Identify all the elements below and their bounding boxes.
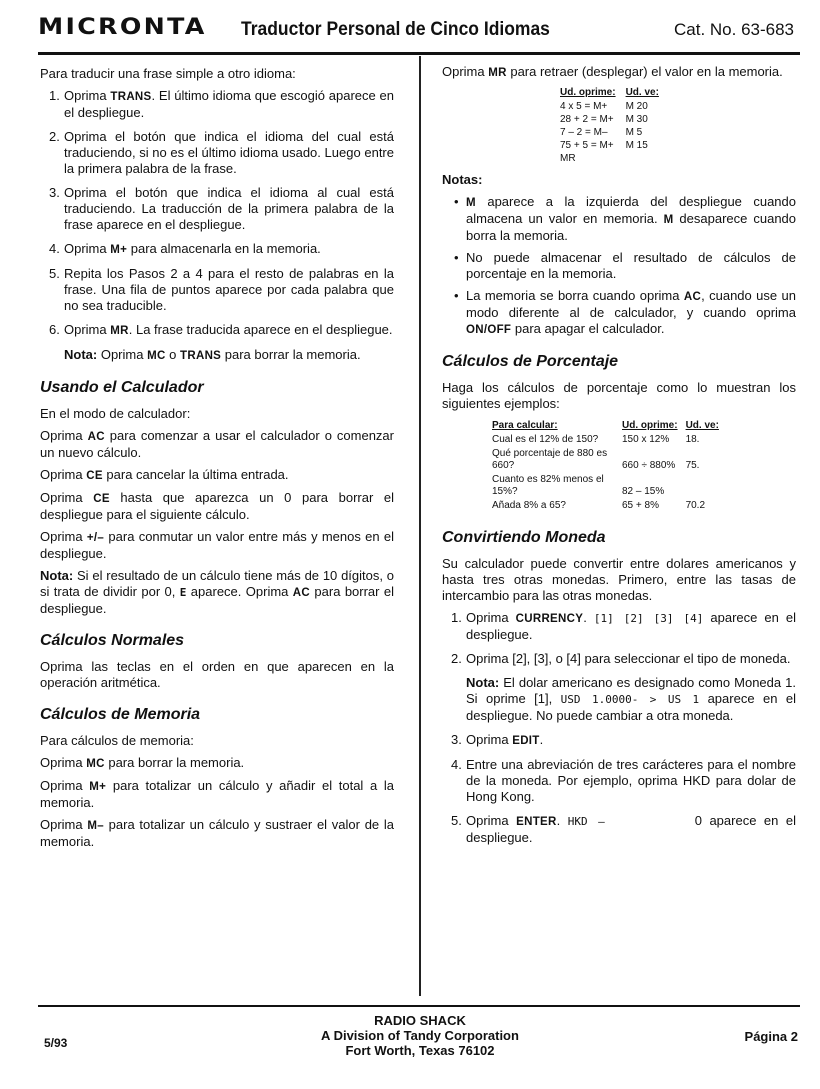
column-header: Ud. oprime: — [560, 87, 616, 98]
ce-paragraph — [40, 467, 394, 484]
table-cell: Cuanto es 82% menos el 15%? — [492, 474, 604, 497]
list-item — [442, 732, 796, 749]
table-row — [560, 140, 669, 153]
text: hasta que aparezca un 0 para borrar el despliegue para el siguiente cálculo. — [40, 490, 394, 522]
key-label: CE — [93, 493, 110, 505]
key-label: M+ — [89, 781, 107, 793]
table-cell: 82 – 15% — [622, 486, 665, 497]
error-symbol: E — [179, 586, 187, 599]
currency-steps-continued — [442, 732, 796, 846]
percentage-example-table — [492, 420, 727, 514]
text: No puede almacenar el resultado de cálculos de porcentaje en la memoria. — [466, 250, 796, 281]
step-text: Oprima — [64, 322, 111, 337]
table-row — [492, 474, 727, 500]
table-cell: 28 + 2 = M+ — [560, 114, 614, 125]
text: La memoria se borra cuando oprima — [466, 288, 684, 303]
table-row — [560, 153, 669, 166]
list-item — [40, 266, 394, 314]
table-row — [492, 434, 727, 448]
text: . — [539, 732, 544, 747]
text: aparece a la izquierda del despliegue cuando almacena un valor en memoria. — [466, 194, 796, 226]
table-cell: Cual es el 12% de 150? — [492, 434, 599, 445]
text: para borrar la memoria. — [104, 755, 245, 770]
text: para apagar el calculador. — [511, 321, 665, 336]
text: Oprima — [466, 813, 517, 828]
text: aparece en el despliegue. — [466, 610, 796, 642]
step-number: 2. — [49, 129, 60, 144]
step-text: Oprima el botón que indica el idioma del cual está traduciendo, si no es el último idioma usado. Luego entre la primera palabra de la frase. — [64, 129, 394, 176]
note-clear-memory — [64, 347, 394, 364]
step-number: 1. — [49, 88, 60, 103]
mc-paragraph — [40, 755, 394, 772]
text: Oprima — [40, 490, 94, 505]
list-item — [442, 651, 796, 667]
table-cell: 660 ÷ 880% — [622, 460, 676, 471]
text: Oprima — [40, 529, 87, 544]
footer-date: 5/93 — [44, 1036, 68, 1050]
text: 0 aparece en el despliegue. — [466, 813, 796, 845]
key-label: M+ — [110, 244, 128, 256]
text: Oprima [2], [3], o [4] para seleccionar el tipo de moneda. — [466, 651, 791, 666]
key-label: CURRENCY — [515, 613, 584, 625]
key-label: TRANS — [180, 350, 222, 362]
key-label: ON/OFF — [466, 324, 512, 336]
note-text: aparece en el despliegue. No puede cambiar a otra moneda. — [466, 691, 796, 723]
currency-steps — [442, 610, 796, 667]
section-heading-percentage: Cálculos de Porcentaje — [442, 353, 619, 370]
section-heading-currency: Convirtiendo Moneda — [442, 529, 606, 546]
company-name: RADIO SHACK — [374, 1013, 466, 1028]
table-row — [492, 448, 727, 474]
table-cell: M 15 — [625, 140, 648, 151]
key-label: +/– — [86, 532, 105, 544]
text: Oprima — [40, 778, 90, 793]
list-item — [442, 813, 796, 846]
notes-heading: Notas: — [442, 172, 483, 187]
key-label: AC — [292, 587, 311, 599]
list-item — [40, 88, 394, 121]
key-label: MR — [110, 325, 129, 337]
key-label: MR — [488, 67, 507, 79]
step-text: Oprima el botón que indica el idioma al cual está traduciendo. La traducción de la primera palabra de la frase aparece en el despliegue. — [64, 185, 394, 232]
text: Oprima — [40, 428, 88, 443]
text: para totalizar un cálculo y añadir el total a la memoria. — [40, 778, 395, 810]
percentage-intro: Haga los cálculos de porcentaje como lo muestran los siguientes ejemplos: — [442, 380, 796, 411]
key-label: AC — [683, 291, 702, 303]
note-error — [40, 568, 394, 617]
list-item — [454, 250, 796, 282]
list-item — [40, 129, 394, 177]
footer-company — [270, 1013, 570, 1058]
key-label: CE — [86, 470, 103, 482]
step-number: 3. — [49, 185, 60, 200]
memory-intro: Para cálculos de memoria: — [40, 733, 194, 748]
key-label: MC — [86, 758, 105, 770]
table-cell: 18. — [685, 434, 700, 445]
text: Oprima — [466, 732, 513, 747]
table-cell — [686, 474, 727, 500]
text: Oprima — [442, 64, 489, 79]
table-cell: Qué porcentaje de 880 es 660? — [492, 448, 608, 471]
text: . — [556, 813, 568, 828]
key-label: M — [466, 197, 476, 209]
page-number: Página 2 — [744, 1029, 798, 1044]
list-item — [40, 185, 394, 233]
mr-paragraph — [442, 64, 796, 81]
currency-intro: Su calculador puede convertir entre dolares americanos y hasta tres otras monedas. Primero, entre las tasas de intercambio para las otras monedas. — [442, 556, 796, 603]
text: desaparece cuando borra la memoria. — [466, 211, 797, 243]
display-code: USD 1.0000- > US 1 — [560, 693, 700, 706]
display-code: HKD – — [567, 815, 605, 828]
table-cell: 75. — [685, 460, 700, 471]
column-header: Para calcular: — [492, 420, 558, 431]
note-label: Nota: — [40, 568, 74, 583]
text: Oprima — [40, 467, 87, 482]
note-text: Si el resultado de un cálculo tiene más de 10 dígitos, o si trata de dividir por 0, — [40, 568, 394, 599]
step-number: 3. — [451, 732, 462, 747]
text: . — [583, 610, 594, 625]
step-number: 5. — [49, 266, 60, 281]
step-text: Oprima — [64, 241, 111, 256]
step-text: Oprima — [64, 88, 111, 103]
table-header-row — [560, 87, 669, 101]
text: Entre una abreviación de tres carácteres para el nombre de la moneda. Por ejemplo, oprima HKD para dolar de Hong Kong. — [466, 757, 796, 804]
company-address: Fort Worth, Texas 76102 — [345, 1043, 495, 1058]
table-cell: 150 x 12% — [622, 434, 670, 445]
note-label: Nota: — [466, 675, 500, 690]
table-cell: Añada 8% a 65? — [492, 500, 566, 511]
mminus-paragraph — [40, 817, 394, 850]
ac-paragraph — [40, 428, 394, 461]
step-text: . La frase traducida aparece en el despliegue. — [128, 322, 393, 337]
text: para totalizar un cálculo y sustraer el valor de la memoria. — [40, 817, 395, 849]
note-text: o — [165, 347, 181, 362]
display-codes: [1] [2] [3] [4] — [593, 612, 704, 625]
table-cell: 75 + 5 = M+ — [560, 140, 614, 151]
header-rule — [38, 52, 800, 55]
key-label: M — [663, 214, 674, 226]
step-number: 5. — [451, 813, 462, 828]
table-cell: 7 – 2 = M– — [560, 127, 608, 138]
table-row — [560, 114, 669, 127]
table-cell: 65 + 8% — [622, 500, 659, 511]
text: , cuando use un modo diferente al de calculador, y cuando oprima — [466, 288, 796, 320]
list-item — [442, 757, 796, 805]
left-column — [40, 66, 394, 856]
page-header — [38, 15, 798, 48]
key-label: ENTER — [516, 816, 557, 828]
table-cell: MR — [560, 153, 576, 164]
calc-mode-text: En el modo de calculador: — [40, 406, 191, 421]
list-item — [40, 241, 394, 258]
step-number: 4. — [451, 757, 462, 772]
right-column — [442, 66, 796, 854]
text: para retraer (desplegar) el valor en la memoria. — [506, 64, 783, 79]
column-divider — [419, 56, 421, 996]
key-label: MC — [147, 350, 166, 362]
ce-clear-paragraph — [40, 490, 394, 523]
table-cell — [626, 153, 669, 166]
step-number: 6. — [49, 322, 60, 337]
text: Oprima — [40, 817, 88, 832]
note-text: para borrar la memoria. — [221, 347, 361, 362]
step-text: . El último idioma que escogió aparece en el despliegue. — [64, 88, 394, 120]
list-item — [454, 288, 796, 338]
translate-intro: Para traducir una frase simple a otro idioma: — [40, 66, 296, 81]
note-text: Oprima — [97, 347, 148, 362]
note-text: aparece. Oprima — [186, 584, 293, 599]
section-heading-calculator: Usando el Calculador — [40, 379, 204, 396]
key-label: M– — [87, 820, 104, 832]
column-header: Ud. ve: — [685, 420, 719, 431]
step-number: 2. — [451, 651, 462, 666]
table-cell: 4 x 5 = M+ — [560, 101, 608, 112]
table-cell: M 5 — [625, 127, 643, 138]
column-header: Ud. oprime: — [622, 420, 678, 431]
step-text: Repita los Pasos 2 a 4 para el resto de palabras en la frase. Una fila de puntos aparece por cada palabra que no sea traducible. — [64, 266, 394, 313]
list-item — [40, 322, 394, 339]
section-heading-memory: Cálculos de Memoria — [40, 706, 201, 723]
list-item — [442, 610, 796, 643]
table-row — [560, 101, 669, 114]
table-cell: M 20 — [625, 101, 648, 112]
company-division: A Division of Tandy Corporation — [321, 1028, 519, 1043]
normal-text: Oprima las teclas en el orden en que aparecen en la operación aritmética. — [40, 659, 394, 690]
text: para cancelar la última entrada. — [102, 467, 289, 482]
text: Oprima — [40, 755, 87, 770]
text: Oprima — [466, 610, 516, 625]
document-title: Traductor Personal de Cinco Idiomas — [241, 19, 550, 40]
note-label: Nota: — [64, 347, 98, 362]
table-header-row — [492, 420, 727, 434]
table-cell: 70.2 — [685, 500, 706, 511]
note-text: El dolar americano es designado como Moneda 1. Si oprime [1], — [466, 675, 796, 706]
list-item — [454, 194, 796, 244]
key-label: EDIT — [512, 735, 540, 747]
plus-minus-paragraph — [40, 529, 394, 562]
memory-example-table — [560, 87, 669, 166]
mplus-paragraph — [40, 778, 394, 811]
key-label: AC — [87, 431, 105, 443]
section-heading-normal: Cálculos Normales — [40, 632, 185, 649]
text: para conmutar un valor entre más y menos en el despliegue. — [40, 529, 394, 561]
text: para comenzar a usar el calculador o comenzar un nuevo cálculo. — [40, 428, 394, 460]
footer-rule — [38, 1005, 800, 1007]
catalog-number: Cat. No. 63-683 — [673, 20, 794, 39]
step-number: 4. — [49, 241, 60, 256]
key-label: TRANS — [110, 91, 152, 103]
translate-steps — [40, 88, 394, 339]
note-text: para borrar el despliegue. — [40, 584, 394, 616]
column-header: Ud. ve: — [625, 87, 659, 98]
note-usd — [466, 675, 796, 724]
step-text: para almacenarla en la memoria. — [127, 241, 321, 256]
brand-logo: MICRONTA — [38, 15, 207, 40]
table-cell: M 30 — [625, 114, 648, 125]
step-number: 1. — [451, 610, 462, 625]
notes-list — [454, 194, 796, 338]
table-row — [560, 127, 669, 140]
table-row — [492, 500, 727, 514]
